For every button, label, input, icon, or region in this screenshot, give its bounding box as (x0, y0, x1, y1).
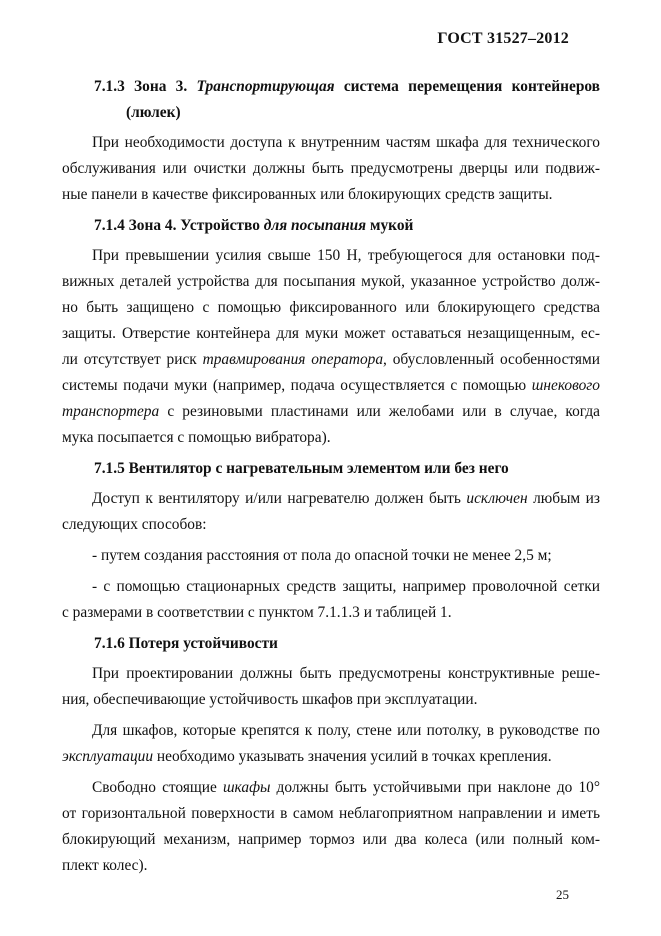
text-run: , обусловленный особенностями (383, 351, 600, 368)
text-line: - путем создания расстояния от пола до опасной точки не менее 2,5 м; (92, 547, 552, 564)
text-line: При превышении усилия свыше 150 Н, требующегося для остановки под- (92, 247, 600, 264)
italic-term: травмирования оператора (202, 351, 384, 368)
italic-term: исключен (466, 490, 528, 507)
text-line (92, 775, 600, 801)
heading-text: мукой (369, 217, 414, 234)
heading-line (94, 456, 600, 482)
text-line: При проектировании должны быть предусмотрены конструктивные реше- (92, 665, 600, 682)
text-line: обслуживания или очистки должны быть предусмотрены дверцы или подвиж- (62, 160, 600, 177)
document-code: ГОСТ 31527–2012 (437, 30, 569, 47)
list-item (62, 574, 600, 626)
text-line: от горизонтальной поверхности в самом неблагоприятном направлении и иметь (62, 805, 600, 822)
heading-text: Вентилятор с нагревательным элементом или без него (128, 460, 509, 477)
heading-text: (люлек) (126, 104, 181, 121)
section-number: 7.1.4 (94, 217, 125, 234)
text-line: с размерами в соответствии с пунктом 7.1.1.3 и таблицей 1. (62, 604, 452, 621)
text-line: блокирующий механизм, например тормоз или два колеса (или полный ком- (62, 831, 600, 848)
text-line: ния, обеспечивающие устойчивость шкафов при эксплуатации. (62, 691, 478, 708)
text-line: плект колес). (62, 857, 148, 874)
heading-text: Зона 3. (134, 78, 188, 95)
heading-line (94, 74, 600, 100)
section-7-1-4-paragraph (62, 243, 600, 451)
section-number: 7.1.5 (94, 460, 125, 477)
text-line (62, 399, 600, 425)
section-7-1-6-heading (92, 631, 600, 657)
section-7-1-4-heading (92, 213, 600, 239)
text-line (62, 347, 600, 373)
heading-text: система перемещения контейнеров (343, 78, 600, 95)
italic-term: транспортера (62, 403, 160, 420)
text-run: должны быть устойчивыми при наклоне до 10° (276, 779, 601, 796)
heading-line (94, 100, 600, 126)
page-content (62, 66, 601, 884)
section-7-1-4 (62, 213, 600, 451)
text-line (92, 486, 600, 512)
text-line: При необходимости доступа к внутренним частям шкафа для технического (92, 134, 600, 151)
text-run: Свободно стоящие (92, 779, 217, 796)
text-run: с резиновыми пластинами или желобами или в случае, когда (167, 403, 600, 420)
text-line: Для шкафов, которые крепятся к полу, стене или потолку, в руководстве по (92, 722, 600, 739)
text-run: Доступ к вентилятору и/или нагревателю должен быть (92, 490, 461, 507)
heading-line (94, 631, 600, 657)
heading-line (94, 213, 600, 239)
text-line: но быть защищено с помощью фиксированного или блокирующего средства (62, 299, 600, 316)
heading-text: Зона 4. Устройство (128, 217, 260, 234)
text-run: любым из (533, 490, 600, 507)
section-7-1-5-paragraph (62, 486, 600, 538)
text-line: ные панели в качестве фиксированных или блокирующих средств защиты. (62, 186, 553, 203)
text-line (62, 373, 600, 399)
text-line: вижных деталей устройства для посыпания мукой, указанное устройство долж- (62, 273, 600, 290)
section-7-1-5-heading (92, 456, 600, 482)
section-7-1-5 (62, 456, 600, 626)
text-line: - с помощью стационарных средств защиты, например проволочной сетки (92, 578, 600, 595)
section-7-1-3-heading (92, 74, 600, 126)
paragraph (62, 718, 600, 770)
section-number: 7.1.3 (94, 78, 125, 95)
text-line: защиты. Отверстие контейнера для муки может оставаться незащищенным, ес- (62, 325, 600, 342)
heading-italic-text: для посыпания (263, 217, 367, 234)
section-7-1-6 (62, 631, 601, 879)
section-7-1-3 (62, 74, 600, 208)
italic-term: шкафы (222, 779, 271, 796)
paragraph (62, 775, 601, 879)
section-7-1-3-paragraph (62, 130, 600, 208)
heading-text: Потеря устойчивости (128, 635, 278, 652)
text-line: мука посыпается с помощью вибратора). (62, 429, 331, 446)
text-line: следующих способов: (62, 516, 207, 533)
text-run: необходимо указывать значения усилий в точках крепления. (156, 748, 552, 765)
text-run: ли отсутствует риск (62, 351, 197, 368)
heading-italic-text: Транспортирующая (196, 78, 335, 95)
italic-term: шнекового (531, 377, 600, 394)
text-line (62, 744, 600, 770)
section-number: 7.1.6 (94, 635, 125, 652)
paragraph (62, 661, 600, 713)
list-item (92, 543, 600, 569)
italic-term: эксплуатации (62, 748, 154, 765)
page-number: 25 (556, 887, 569, 902)
text-run: системы подачи муки (например, подача осуществляется с помощью (62, 377, 527, 394)
